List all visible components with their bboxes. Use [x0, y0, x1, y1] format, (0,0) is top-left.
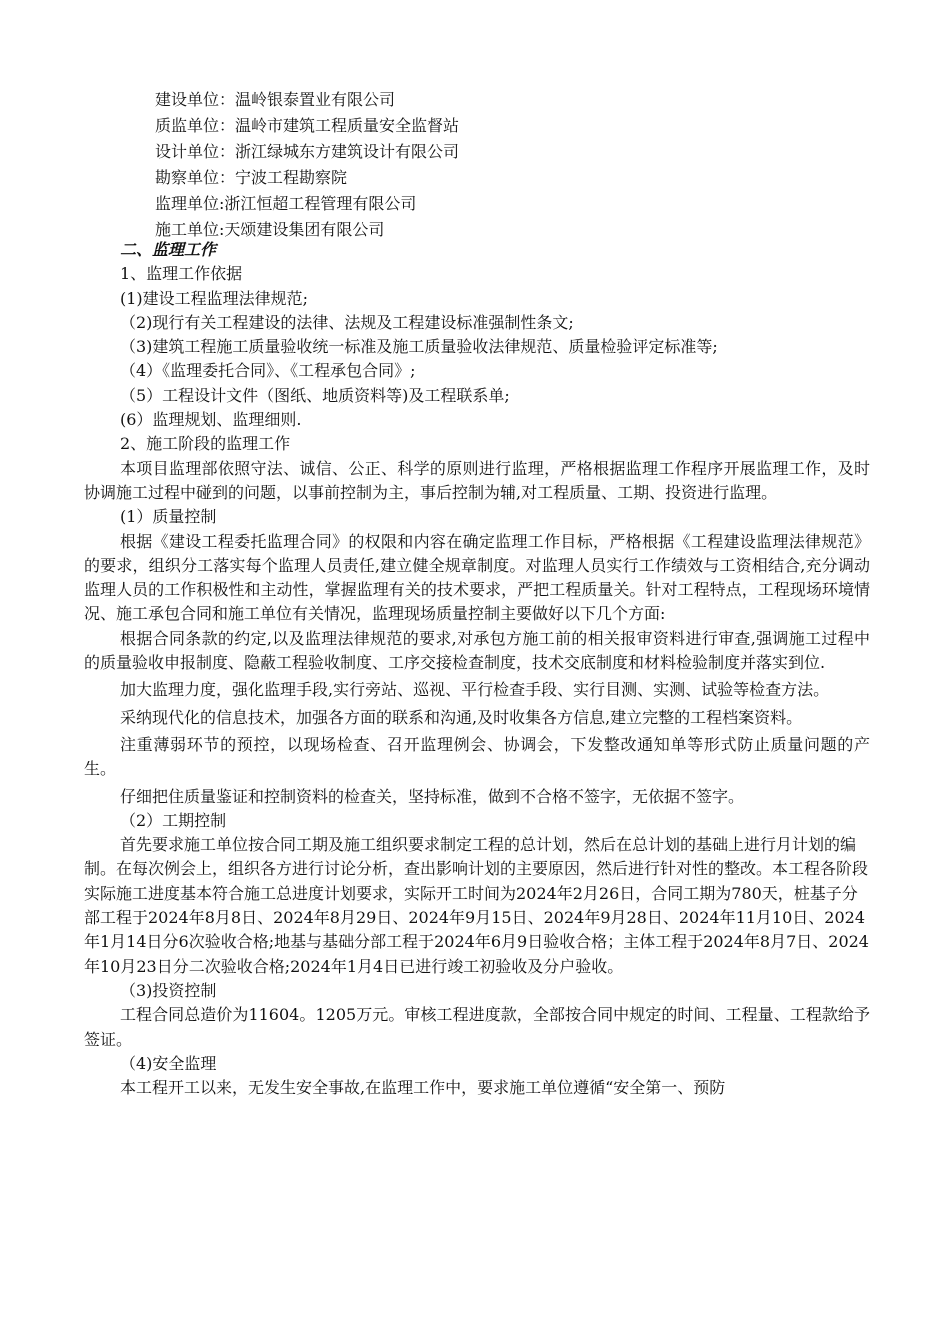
unit-label: 质监单位：: [155, 116, 236, 135]
stage-title: 2、施工阶段的监理工作: [120, 434, 291, 454]
basis-item: （5）工程设计文件（图纸、地质资料等)及工程联系单;: [120, 385, 510, 405]
unit-label: 建设单位：: [155, 90, 236, 109]
quality-paragraph: 加大监理力度，强化监理手段,实行旁站、巡视、平行检查手段、实行目测、实测、试验等检查方法。: [120, 680, 830, 700]
unit-value: 天颂建设集团有限公司: [224, 220, 385, 239]
unit-row-design: [155, 139, 459, 165]
quality-title: (1）质量控制: [120, 507, 217, 527]
safety-paragraph: 本工程开工以来，无发生安全事故,在监理工作中，要求施工单位遵循“安全第一、预防: [120, 1078, 726, 1098]
investment-title: （3)投资控制: [120, 980, 217, 1000]
safety-title: （4)安全监理: [120, 1053, 217, 1073]
quality-paragraph: 注重薄弱环节的预控，以现场检查、召开监理例会、协调会，下发整改通知单等形式防止质量问题的产生。: [84, 734, 870, 779]
investment-paragraph: 工程合同总造价为11604。1205万元。审核工程进度款，全部按合同中规定的时间、工程量、工程款给予签证。: [84, 1005, 870, 1049]
quality-paragraph: 根据合同条款的约定,以及监理法律规范的要求,对承包方施工前的相关报审资料进行审查,强调施工过程中的质量验收申报制度、隐蔽工程验收制度、工序交接检查制度，技术交底制度和材料检验制度并落实到位.: [84, 628, 870, 673]
unit-value: 宁波工程勘察院: [235, 168, 348, 187]
project-units-list: [155, 87, 459, 243]
basis-item: (6）监理规划、监理细则.: [120, 410, 302, 430]
stage-intro-paragraph: 本项目监理部依照守法、诚信、公正、科学的原则进行监理，严格根据监理工作程序开展监理工作，及时协调施工过程中碰到的问题，以事前控制为主，事后控制为辅,对工程质量、工期、投资进行监理。: [84, 458, 870, 502]
unit-value: 浙江绿城东方建筑设计有限公司: [235, 142, 460, 161]
quality-paragraph: 根据《建设工程委托监理合同》的权限和内容在确定监理工作目标，严格根据《工程建设监理法律规范》的要求，组织分工落实每个监理人员责任,建立健全规章制度。对监理人员实行工作绩效与工资相结合,充分调动监理人员的工作积极性和主动性，掌握监理有关的技术要求，严把工程质量关。针对工程特点，工程现场环境情况、施工承包合同和施工单位有关情况，监理现场质量控制主要做好以下几个方面:: [84, 531, 870, 624]
unit-label: 施工单位:: [155, 220, 225, 239]
unit-row-survey: [155, 165, 459, 191]
unit-row-supervision: [155, 191, 459, 217]
schedule-paragraph: 首先要求施工单位按合同工期及施工组织要求制定工程的总计划，然后在总计划的基础上进行月计划的编制。在每次例会上，组织各方进行讨论分析，查出影响计划的主要原因，然后进行针对性的整改。本工程各阶段实际施工进度基本符合施工总进度计划要求，实际开工时间为2024年2月26日，合同工期为780天，桩基子分部工程于2024年8月8日、2024年8月29日、2024年9月15日、2024年9月28日、2024年11月10日、2024年1月14日分6次验收合格;地基与基础分部工程于2024年6月9日验收合格；主体工程于2024年8月7日、2024年10月23日分二次验收合格;2024年1月4日已进行竣工初验收及分户验收。: [84, 835, 869, 976]
unit-label: 勘察单位：: [155, 168, 236, 187]
basis-item: （4）《监理委托合同》、《工程承包合同》;: [120, 361, 416, 381]
basis-item: （2)现行有关工程建设的法律、法规及工程建设标准强制性条文;: [120, 312, 574, 332]
basis-item: （3)建筑工程施工质量验收统一标准及施工质量验收法律规范、质量检验评定标准等;: [120, 337, 718, 357]
unit-value: 温岭银泰置业有限公司: [235, 90, 396, 109]
unit-value: 温岭市建筑工程质量安全监督站: [235, 116, 460, 135]
schedule-title: （2）工期控制: [120, 810, 227, 830]
unit-label: 设计单位：: [155, 142, 236, 161]
document-body: [84, 238, 870, 1100]
unit-row-construction: [155, 87, 459, 113]
quality-paragraph: 采纳现代化的信息技术，加强各方面的联系和沟通,及时收集各方信息,建立完整的工程档案资料。: [120, 707, 803, 727]
unit-row-quality-supervision: [155, 113, 459, 139]
unit-value: 浙江恒超工程管理有限公司: [224, 194, 417, 213]
section-heading: 二、监理工作: [120, 240, 217, 259]
unit-label: 监理单位:: [155, 194, 225, 213]
basis-title: 1、监理工作依据: [120, 264, 243, 284]
quality-paragraph: 仔细把住质量鉴证和控制资料的检查关，坚持标准，做到不合格不签字，无依据不签字。: [120, 786, 745, 806]
basis-item: (1)建设工程监理法律规范;: [120, 288, 309, 308]
